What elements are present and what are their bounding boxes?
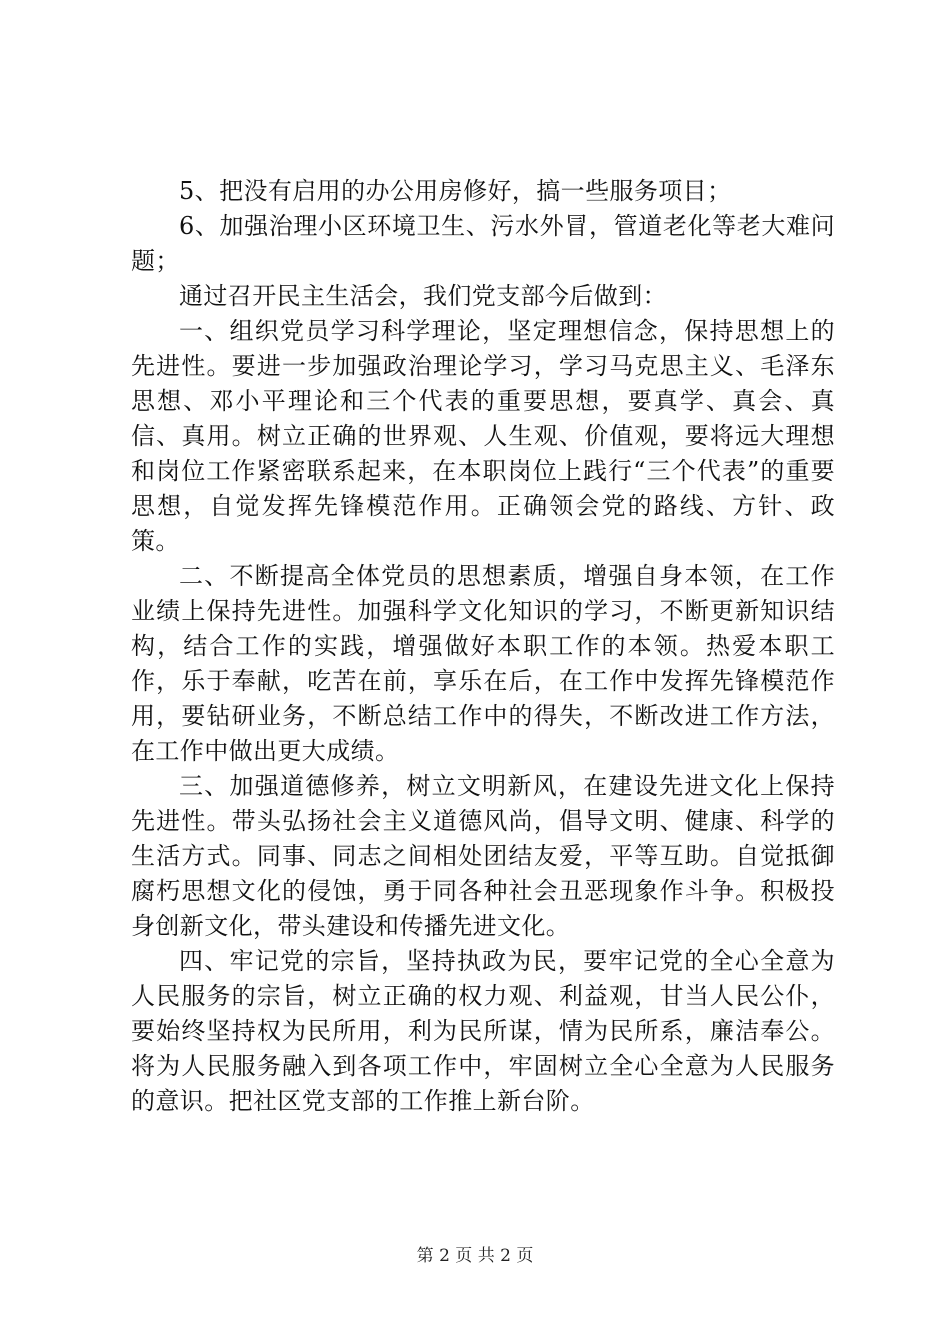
document-body xyxy=(131,174,835,1119)
paragraph-point-4: 四、牢记党的宗旨，坚持执政为民，要牢记党的全心全意为人民服务的宗旨，树立正确的权力观、利益观，甘当人民公仆，要始终坚持权为民所用，利为民所谋，情为民所系，廉洁奉公。将为人民服务融入到各项工作中，牢固树立全心全意为人民服务的意识。把社区党支部的工作推上新台阶。 xyxy=(131,947,835,1115)
paragraph-item-5: 5、把没有启用的办公用房修好，搞一些服务项目； xyxy=(179,177,732,205)
page-number-footer: 第 2 页 共 2 页 xyxy=(416,1246,534,1266)
paragraph-point-2: 二、不断提高全体党员的思想素质，增强自身本领，在工作业绩上保持先进性。加强科学文化知识的学习，不断更新知识结构，结合工作的实践，增强做好本职工作的本领。热爱本职工作，乐于奉献，吃苦在前，享乐在后，在工作中发挥先锋模范作用，要钻研业务，不断总结工作中的得失，不断改进工作方法，在工作中做出更大成绩。 xyxy=(131,562,835,765)
paragraph-intro: 通过召开民主生活会，我们党支部今后做到： xyxy=(179,282,667,310)
paragraph-item-6: 6、加强治理小区环境卫生、污水外冒，管道老化等老大难问题； xyxy=(131,212,835,275)
paragraph-point-3: 三、加强道德修养，树立文明新风，在建设先进文化上保持先进性。带头弘扬社会主义道德风尚，倡导文明、健康、科学的生活方式。同事、同志之间相处团结友爱，平等互助。自觉抵御腐朽思想文化的侵蚀，勇于同各种社会丑恶现象作斗争。积极投身创新文化，带头建设和传播先进文化。 xyxy=(131,772,835,940)
paragraph-point-1: 一、组织党员学习科学理论，坚定理想信念，保持思想上的先进性。要进一步加强政治理论学习，学习马克思主义、毛泽东思想、邓小平理论和三个代表的重要思想，要真学、真会、真信、真用。树立正确的世界观、人生观、价值观，要将远大理想和岗位工作紧密联系起来，在本职岗位上践行“三个代表”的重要思想，自觉发挥先锋模范作用。正确领会党的路线、方针、政策。 xyxy=(131,317,835,555)
